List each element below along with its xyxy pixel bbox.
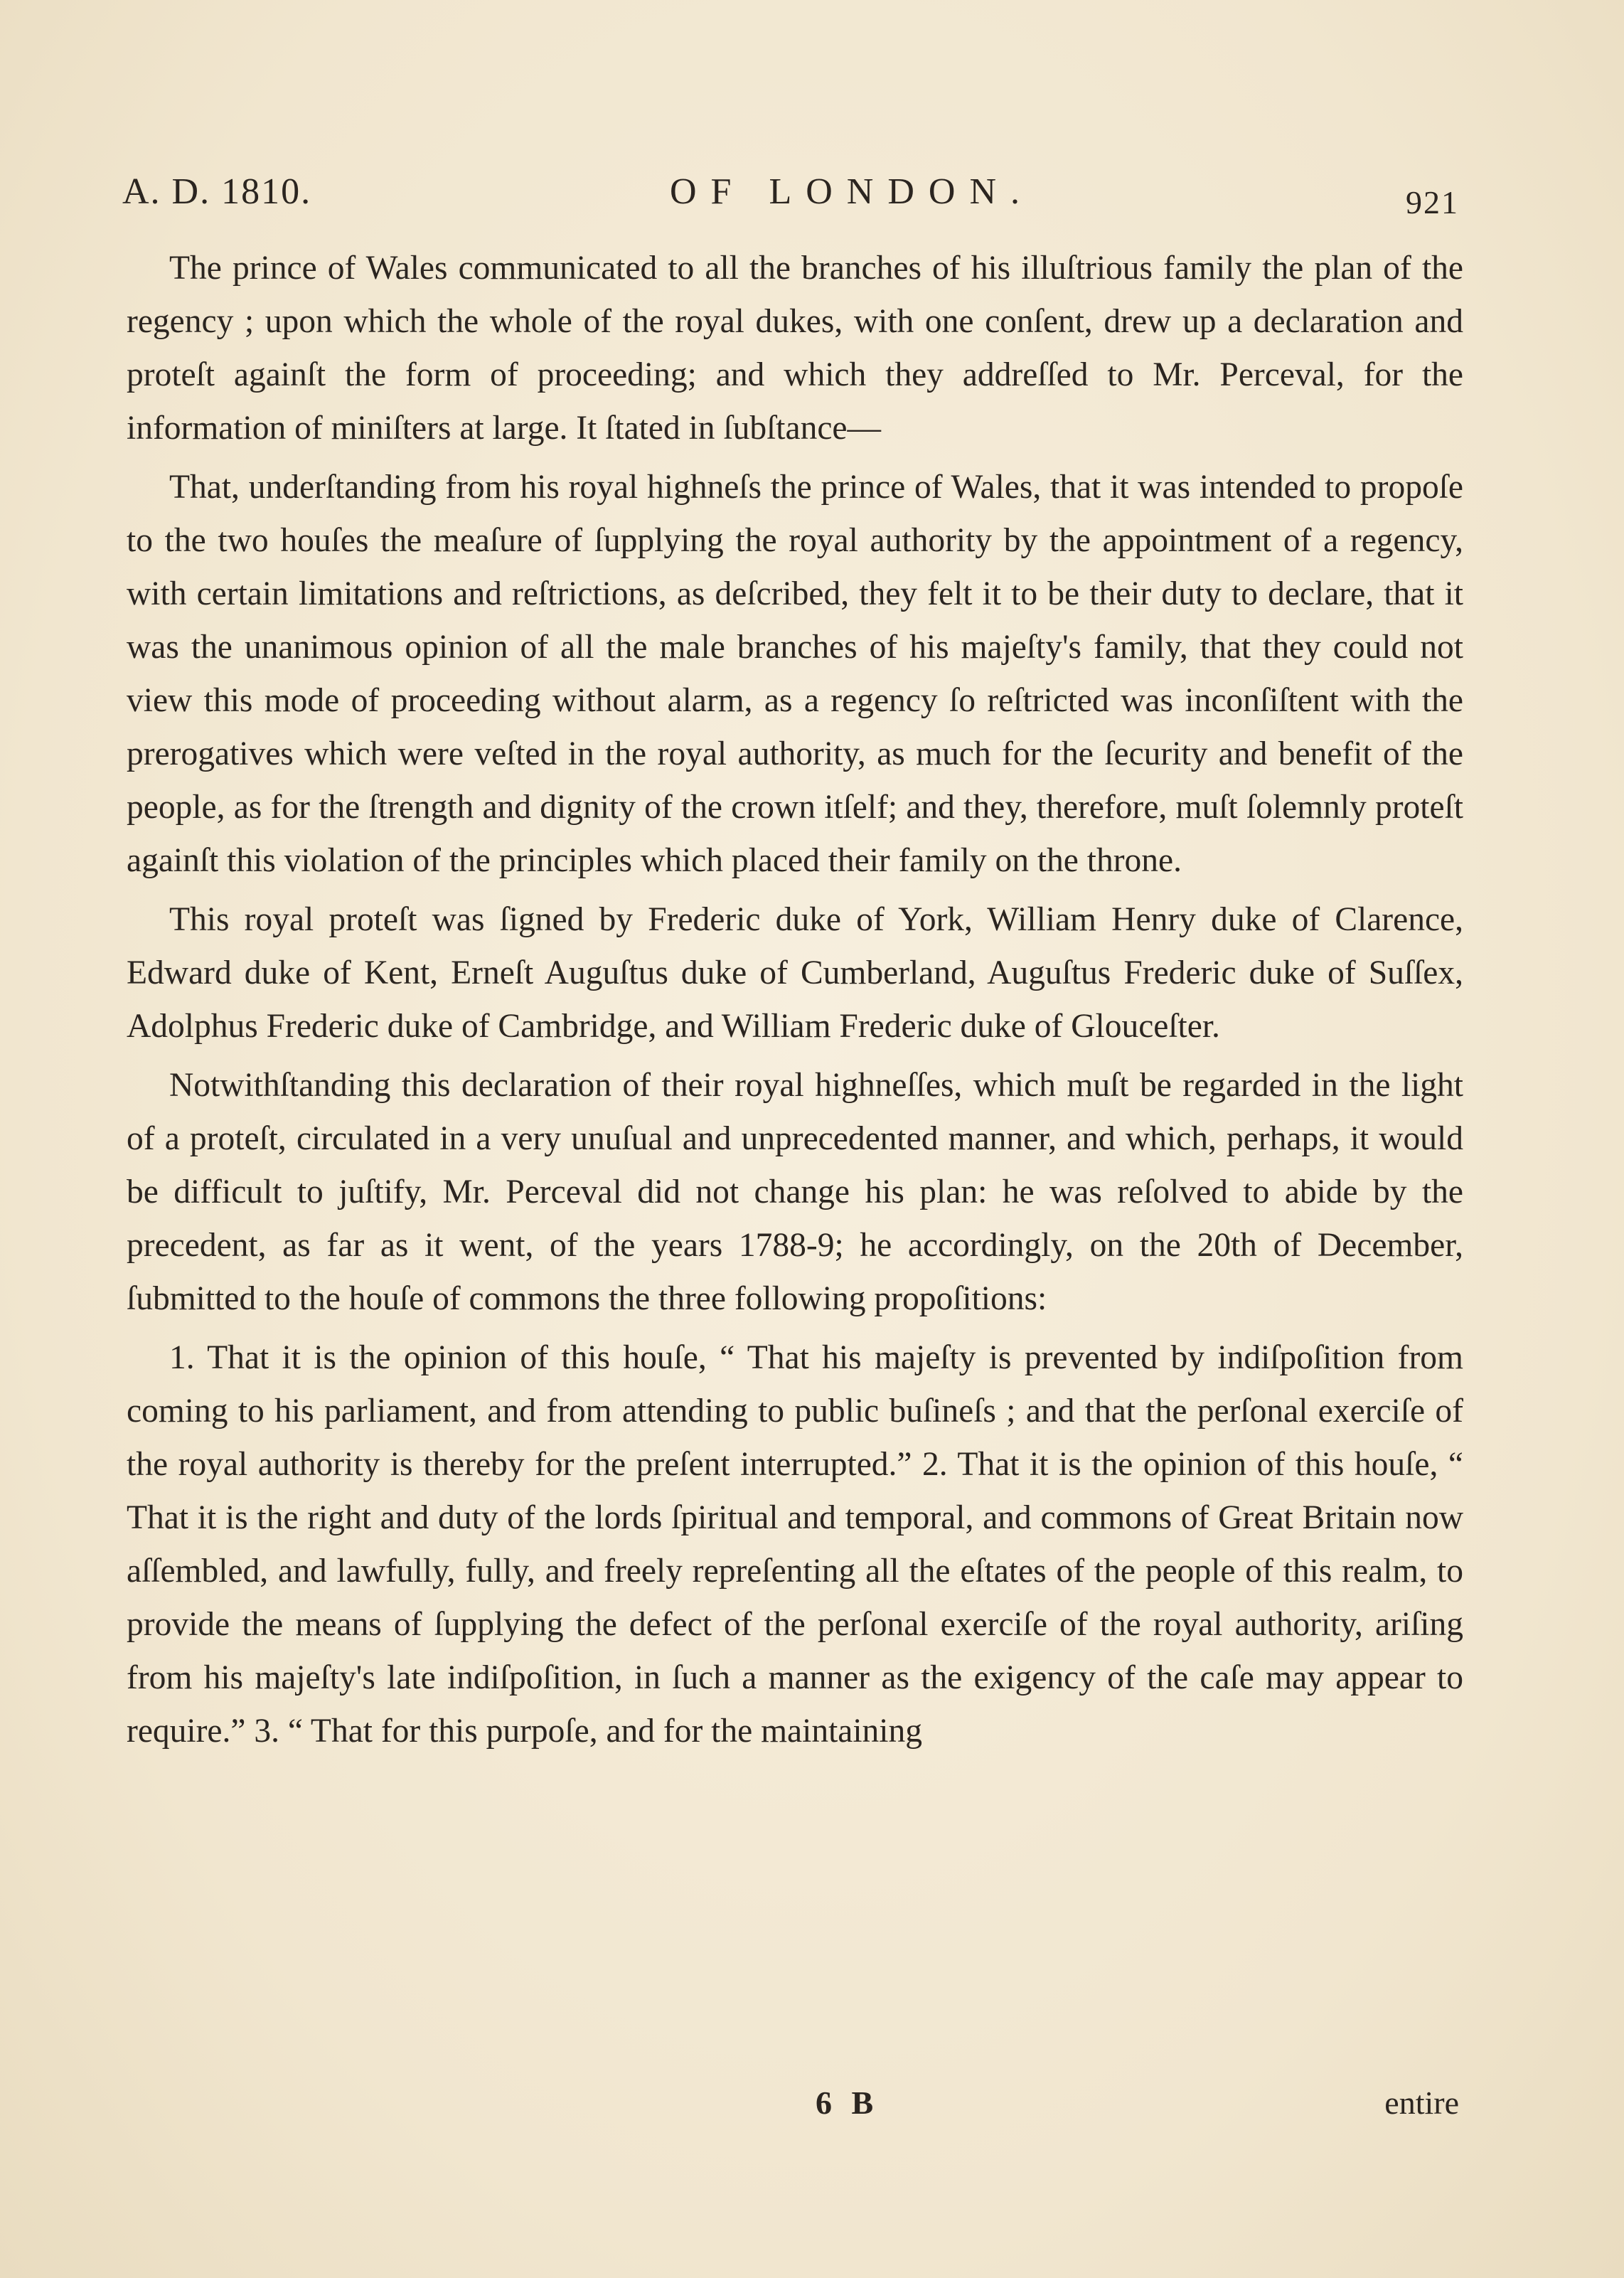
paragraph: 1. That it is the opinion of this houſe, “ That his majeſty is prevented by indiſpoſition from coming to his parliament, and from attending to public buſineſs ; and that the perſonal exerciſe of the royal authority is thereby for the preſent interrupted.” 2. That it is the opinion of this houſe, “ That it is the right and duty of the lords ſpiritual and temporal, and commons of Great Britain now aſſembled, and lawfully, fully, and freely repreſenting all the eſtates of the people of this realm, to provide the means of ſupplying the defect of the perſonal exerciſe of the royal authority, ariſing from his majeſty's late indiſpoſition, in ſuch a manner as the exigency of the caſe may appear to require.” 3. “ That for this purpoſe, and for the maintaining — [127, 1339, 1463, 1750]
header-date: A. D. 1810. — [122, 171, 312, 212]
paragraph: Notwithſtanding this declaration of their royal highneſſes, which muſt be regarded in the light of a proteſt, circulated in a very unuſual and unprecedented manner, and which, perhaps, it would be difficult to juſtify, Mr. Perceval did not change his plan: he was reſolved to abide by the precedent, as far as it went, of the years 1788-9; he accordingly, on the 20th of December, ſubmitted to the houſe of commons the three following propoſitions: — [127, 1067, 1463, 1317]
page-number: 921 — [1406, 184, 1459, 220]
body-text — [127, 242, 1463, 1758]
header-title: OF LONDON. — [670, 171, 1034, 212]
running-header — [122, 171, 1459, 228]
catchword: entire — [1384, 2085, 1459, 2121]
signature-mark: 6 B — [816, 2085, 880, 2121]
paragraph: That, underſtanding from his royal highneſs the prince of Wales, that it was intended to propoſe to the two houſes the meaſure of ſupplying the royal authority by the appointment of a regency, with certain limitations and reſtrictions, as deſcribed, they felt it to be their duty to declare, that it was the unanimous opinion of all the male branches of his majeſty's family, that they could not view this mode of proceeding without alarm, as a regency ſo reſtricted was inconſiſtent with the prerogatives which were veſted in the royal authority, as much for the ſecurity and benefit of the people, as for the ſtrength and dignity of the crown itſelf; and they, therefore, muſt ſolemnly proteſt againſt this violation of the principles which placed their family on the throne. — [127, 469, 1463, 879]
paragraph: The prince of Wales communicated to all the branches of his illuſtrious family the plan of the regency ; upon which the whole of the royal dukes, with one conſent, drew up a declaration and proteſt againſt the form of proceeding; and which they addreſſed to Mr. Perceval, for the information of miniſters at large. It ſtated in ſubſtance— — [127, 250, 1463, 447]
paragraph: This royal proteſt was ſigned by Frederic duke of York, William Henry duke of Clarence, Edward duke of Kent, Erneſt Auguſtus duke of Cumberland, Auguſtus Frederic duke of Suſſex, Adolphus Frederic duke of Cambridge, and William Frederic duke of Glouceſter. — [127, 901, 1463, 1045]
page-footer — [122, 2084, 1459, 2134]
